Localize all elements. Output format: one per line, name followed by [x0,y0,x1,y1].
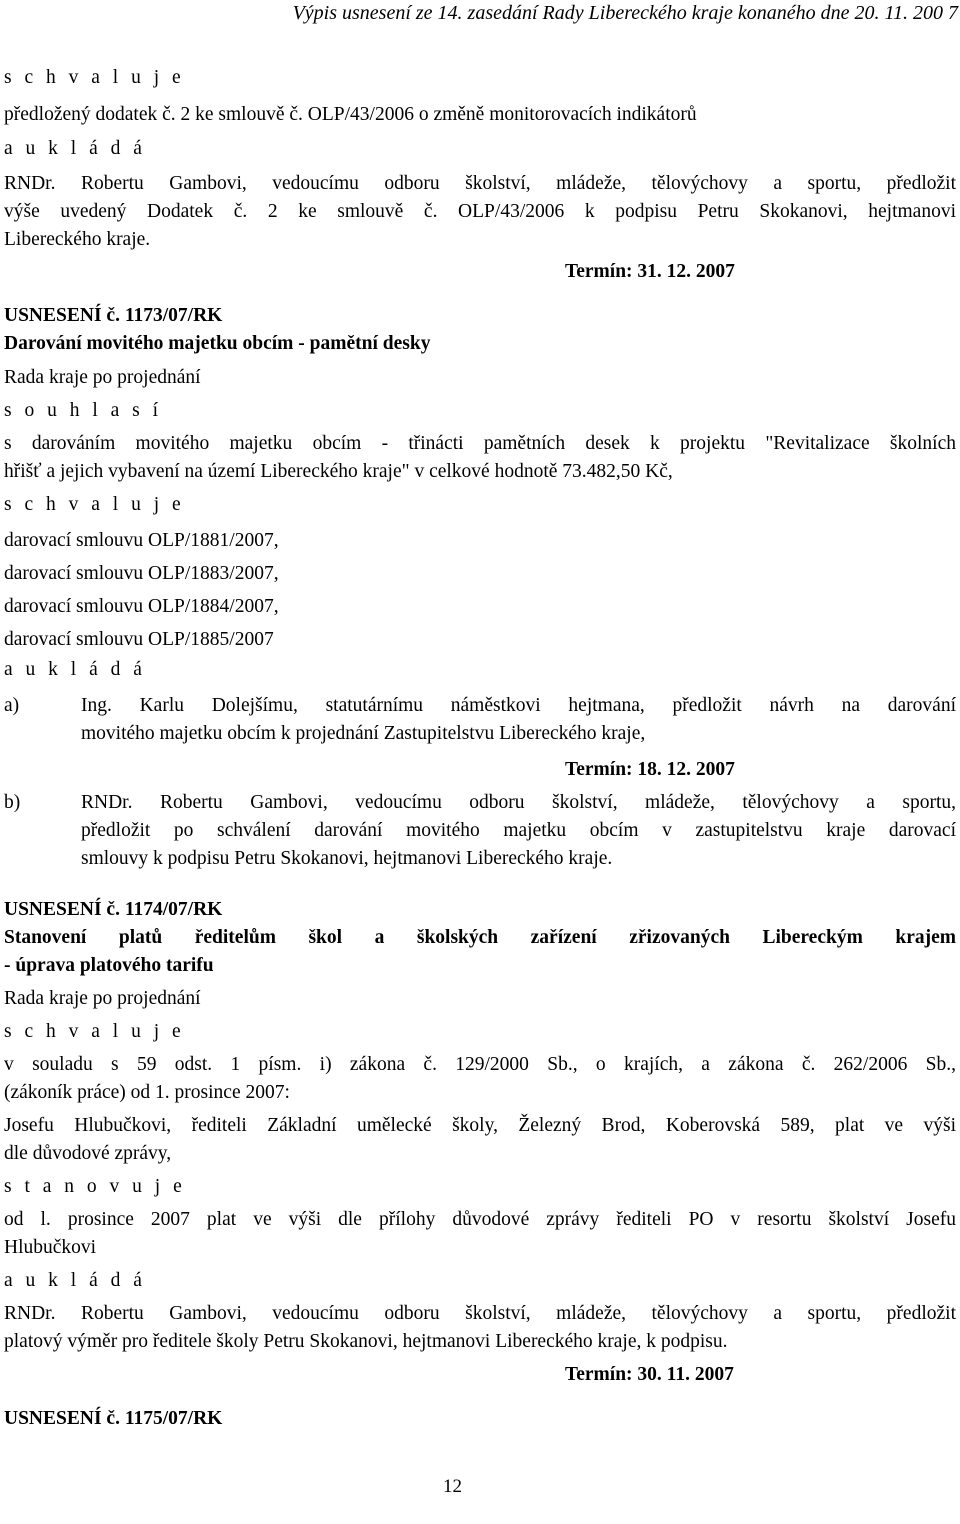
intro-text: Rada kraje po projednání [4,367,201,388]
resolution-title: - úprava platového tarifu [4,955,214,976]
paragraph-line: movitého majetku obcím k projednání Zastupitelstvu Libereckého kraje, [81,723,646,744]
resolution-number: USNESENÍ č. 1173/07/RK [4,305,223,326]
paragraph-line: (zákoník práce) od 1. prosince 2007: [4,1082,290,1103]
resolution-title: Darování movitého majetku obcím - pamětní desky [4,333,431,354]
deadline: Termín: 31. 12. 2007 [565,261,735,282]
souhlasi-heading: s o u h l a s í [4,400,163,421]
paragraph-line: RNDr. Robertu Gambovi, vedoucímu odboru školství, mládeže, tělovýchovy a sportu, předložit [4,1303,956,1324]
paragraph-line: s darováním movitého majetku obcím - třinácti pamětních desek k projektu "Revitalizace školních [4,433,956,454]
page-number: 12 [443,1476,462,1497]
paragraph-line: v souladu s 59 odst. 1 písm. i) zákona č. 129/2000 Sb., o krajích, a zákona č. 262/2006 Sb., [4,1054,956,1075]
paragraph-line: Josefu Hlubučkovi, řediteli Základní umělecké školy, Železný Brod, Koberovská 589, plat ve výši [4,1115,956,1136]
paragraph-line: RNDr. Robertu Gambovi, vedoucímu odboru školství, mládeže, tělovýchovy a sportu, předložit [4,173,956,194]
resolution-number: USNESENÍ č. 1174/07/RK [4,899,223,920]
contract-item: darovací smlouvu OLP/1883/2007, [4,563,279,584]
item-label: a) [4,695,20,716]
deadline: Termín: 18. 12. 2007 [565,759,735,780]
contract-item: darovací smlouvu OLP/1881/2007, [4,530,279,551]
contract-item: darovací smlouvu OLP/1885/2007 [4,629,274,650]
paragraph-line: RNDr. Robertu Gambovi, vedoucímu odboru školství, mládeže, tělovýchovy a sportu, [81,792,956,813]
page-header: Výpis usnesení ze 14. zasedání Rady Libereckého kraje konaného dne 20. 11. 200 7 [292,2,958,24]
stanovuje-heading: s t a n o v u j e [4,1176,186,1197]
paragraph-line: od l. prosince 2007 plat ve výši dle přílohy důvodové zprávy řediteli PO v resortu školství Josefu [4,1209,956,1230]
paragraph-line: Hlubučkovi [4,1237,97,1258]
uklada-heading: a u k l á d á [4,138,146,159]
paragraph-line: hřišť a jejich vybavení na území Libereckého kraje" v celkové hodnotě 73.482,50 Kč, [4,461,673,482]
resolution-title: Stanovení platů ředitelům škol a školských zařízení zřizovaných Libereckým krajem [4,927,956,948]
paragraph-line: předložit po schválení darování movitého majetku obcím v zastupitelstvu kraje darovací [81,820,956,841]
paragraph-line: Ing. Karlu Dolejšímu, statutárnímu náměstkovi hejtmana, předložit návrh na darování [81,695,956,716]
paragraph-line: dle důvodové zprávy, [4,1143,172,1164]
schvaluje-heading: s c h v a l u j e [4,494,185,515]
resolution-number: USNESENÍ č. 1175/07/RK [4,1408,223,1429]
paragraph-line: platový výměr pro ředitele školy Petru Skokanovi, hejtmanovi Libereckého kraje, k podpisu. [4,1331,728,1352]
paragraph-line: výše uvedený Dodatek č. 2 ke smlouvě č. OLP/43/2006 k podpisu Petru Skokanovi, hejtmanovi [4,201,956,222]
paragraph-line: smlouvy k podpisu Petru Skokanovi, hejtmanovi Libereckého kraje. [81,848,613,869]
deadline: Termín: 30. 11. 2007 [565,1364,734,1385]
paragraph-line: předložený dodatek č. 2 ke smlouvě č. OLP/43/2006 o změně monitorovacích indikátorů [4,104,697,125]
contract-item: darovací smlouvu OLP/1884/2007, [4,596,279,617]
schvaluje-heading: s c h v a l u j e [4,67,185,88]
schvaluje-heading: s c h v a l u j e [4,1021,185,1042]
item-label: b) [4,792,21,813]
paragraph-line: Libereckého kraje. [4,229,151,250]
uklada-heading: a u k l á d á [4,659,146,680]
intro-text: Rada kraje po projednání [4,988,201,1009]
uklada-heading: a u k l á d á [4,1270,146,1291]
